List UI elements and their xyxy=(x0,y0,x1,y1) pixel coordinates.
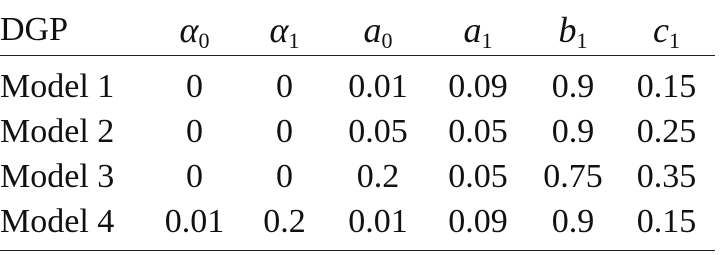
row-label: Model 3 xyxy=(0,157,115,195)
cell-c1: 0.25 xyxy=(636,112,697,150)
header-subscript: 1 xyxy=(288,27,300,53)
header-a1 xyxy=(428,4,528,56)
cell-a0: 0.2 xyxy=(356,157,400,195)
header-subscript: 1 xyxy=(668,27,680,53)
cell-alpha1: 0 xyxy=(276,112,293,150)
cell-alpha1: 0.2 xyxy=(241,199,328,251)
header-symbol: α xyxy=(179,9,199,50)
header-symbol: α xyxy=(269,9,289,50)
dgp-parameter-table xyxy=(0,4,715,251)
cell-a0: 0.01 xyxy=(328,199,428,251)
header-symbol: a xyxy=(463,9,482,50)
table-header-row xyxy=(0,4,715,56)
cell-alpha0: 0 xyxy=(186,67,203,105)
cell-a1: 0.05 xyxy=(448,112,508,150)
header-subscript: 1 xyxy=(481,27,493,53)
header-symbol: b xyxy=(558,9,577,50)
header-subscript: 0 xyxy=(198,27,210,53)
row-label: Model 4 xyxy=(0,199,148,251)
cell-alpha0: 0 xyxy=(186,112,203,150)
cell-a0: 0.01 xyxy=(348,67,408,105)
cell-b1: 0.9 xyxy=(551,112,595,150)
row-label: Model 1 xyxy=(0,67,115,105)
cell-c1: 0.35 xyxy=(636,157,697,195)
header-subscript: 1 xyxy=(576,27,588,53)
header-subscript: 0 xyxy=(381,27,393,53)
table-row-model-1 xyxy=(0,56,715,110)
cell-c1: 0.15 xyxy=(618,199,715,251)
table-row-model-2 xyxy=(0,109,715,154)
header-a0 xyxy=(328,4,428,56)
cell-a1: 0.09 xyxy=(448,67,508,105)
header-alpha1 xyxy=(241,4,328,56)
cell-alpha1: 0 xyxy=(276,157,293,195)
cell-b1: 0.9 xyxy=(528,199,618,251)
cell-a1: 0.09 xyxy=(428,199,528,251)
header-dgp: DGP xyxy=(0,4,148,56)
row-label: Model 2 xyxy=(0,112,115,150)
table-row-model-4 xyxy=(0,199,715,251)
cell-a0: 0.05 xyxy=(348,112,408,150)
header-symbol: c xyxy=(653,9,669,50)
cell-b1: 0.9 xyxy=(551,67,595,105)
cell-a1: 0.05 xyxy=(448,157,508,195)
cell-b1: 0.75 xyxy=(543,157,603,195)
header-b1 xyxy=(528,4,618,56)
cell-alpha1: 0 xyxy=(276,67,293,105)
cell-alpha0: 0.01 xyxy=(148,199,241,251)
header-c1 xyxy=(618,4,715,56)
header-alpha0 xyxy=(148,4,241,56)
cell-c1: 0.15 xyxy=(636,67,697,105)
cell-alpha0: 0 xyxy=(186,157,203,195)
table-row-model-3 xyxy=(0,154,715,199)
header-symbol: a xyxy=(363,9,382,50)
